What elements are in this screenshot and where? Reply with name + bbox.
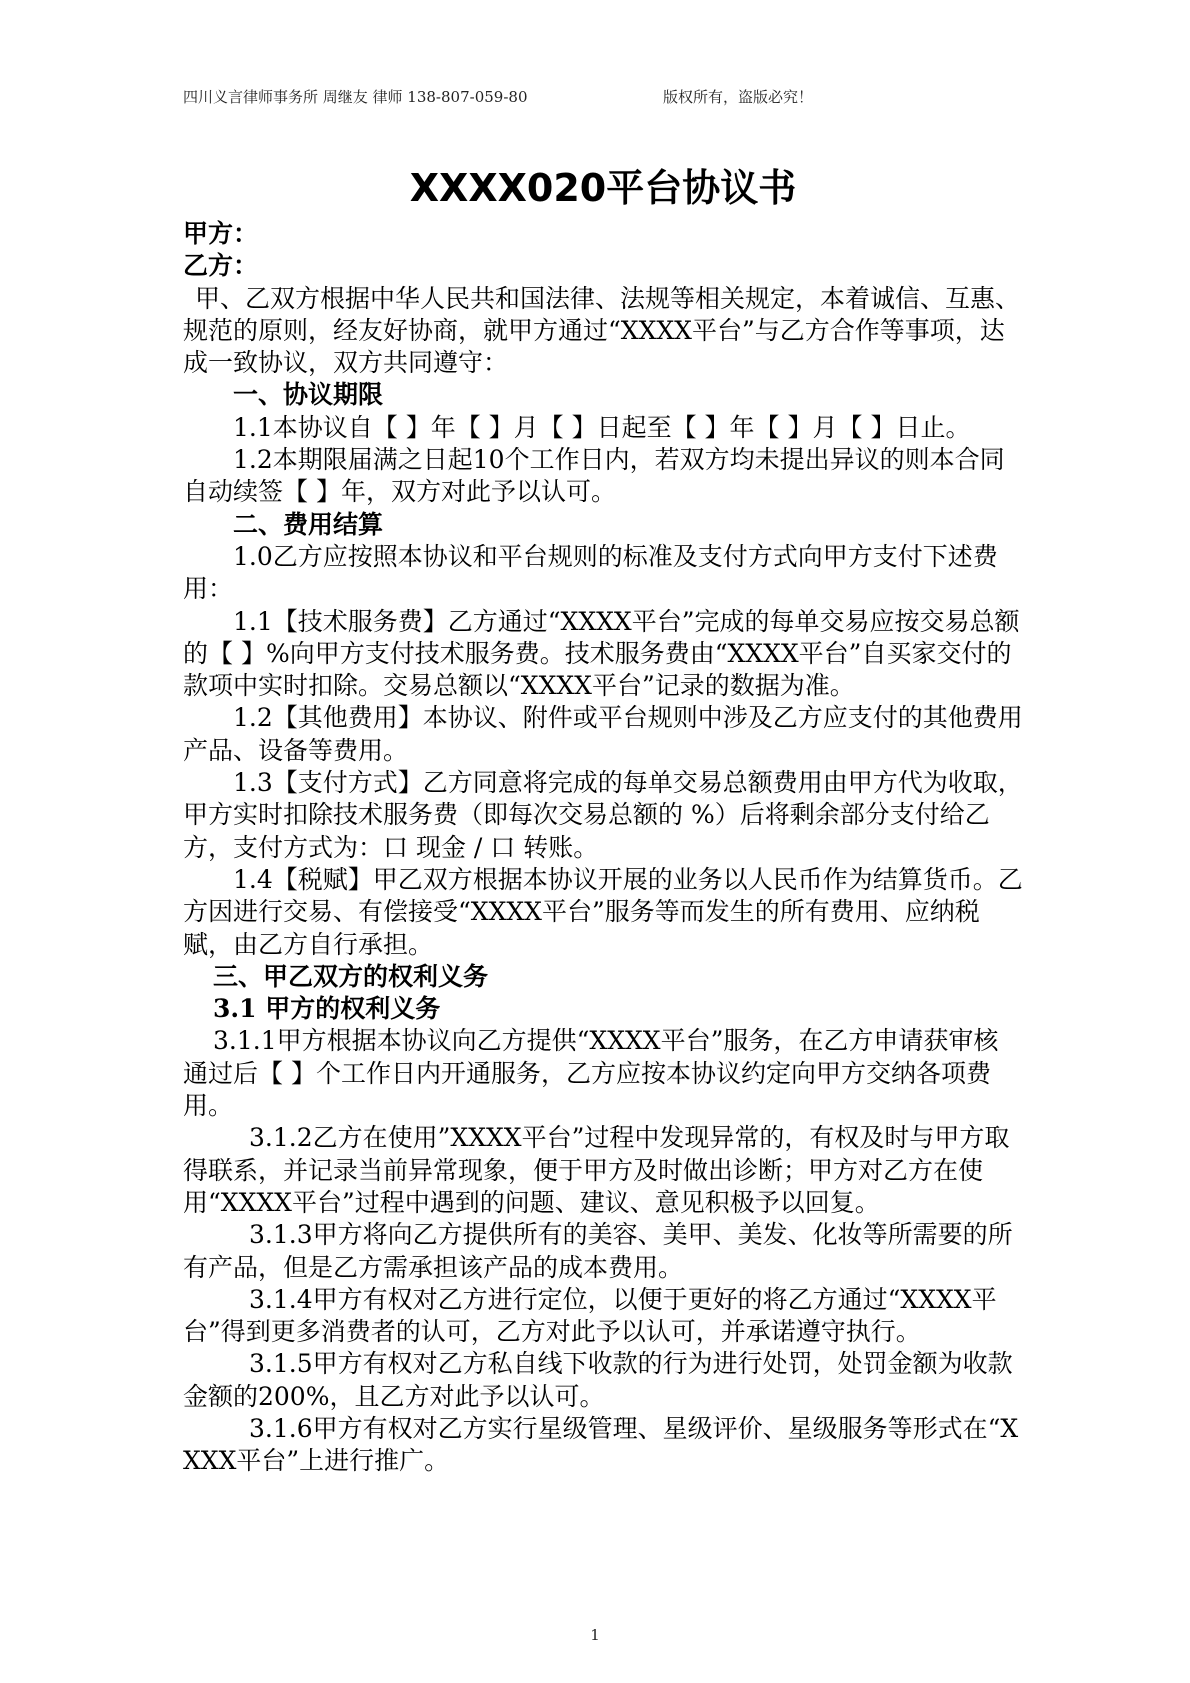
page-footer — [0, 1626, 1190, 1644]
document-title: XXXX020平台协议书 — [409, 166, 797, 210]
party-a-label: 甲方： — [183, 219, 259, 248]
party-b-label: 乙方： — [183, 251, 259, 281]
section-1-heading: 一、协议期限 — [233, 380, 384, 410]
header-copyright: 版权所有，盗版必究！ — [663, 88, 814, 106]
clause-2-2: 1.2【其他费用】本协议、附件或平台规则中涉及乙方应支付的其他费用产品、设备等费用。 — [183, 703, 1023, 765]
clause-3-1-5: 3.1.5甲方有权对乙方私自线下收款的行为进行处罚，处罚金额为收款金额的200%，且乙方对此予以认可。 — [183, 1349, 1013, 1411]
header-firm-contact: 四川义言律师事务所 周继友 律师 138-807-059-80 — [183, 88, 528, 106]
page-number: 1 — [590, 1626, 600, 1644]
section-3-heading: 三、甲乙双方的权利义务 — [213, 961, 489, 991]
page-header — [183, 86, 1023, 110]
clause-3-1-3: 3.1.3甲方将向乙方提供所有的美容、美甲、美发、化妆等所需要的所有产品，但是乙方需承担该产品的成本费用。 — [183, 1220, 1013, 1282]
intro-paragraph: 甲、乙双方根据中华人民共和国法律、法规等相关规定，本着诚信、互惠、规范的原则，经友好协商，就甲方通过“XXXX平台”与乙方合作等事项，达成一致协议，双方共同遵守： — [183, 283, 1021, 378]
clause-1-1: 1.1本协议自【 】年【 】月【 】日起至【 】年【 】月【 】日止。 — [233, 412, 971, 442]
clause-2-4: 1.4【税赋】甲乙双方根据本协议开展的业务以人民币作为结算货币。乙方因进行交易、有偿接受“XXXX平台”服务等而发生的所有费用、应纳税赋，由乙方自行承担。 — [183, 864, 1023, 959]
clause-3-1-6: 3.1.6甲方有权对乙方实行星级管理、星级评价、星级服务等形式在“XXXX平台”上进行推广。 — [183, 1413, 1019, 1476]
clause-1-2: 1.2本期限届满之日起10个工作日内，若双方均未提出异议的则本合同自动续签【 】年，双方对此予以认可。 — [183, 445, 1005, 507]
clause-3-1-1: 3.1.1甲方根据本协议向乙方提供“XXXX平台”服务，在乙方申请获审核通过后【 】个工作日内开通服务，乙方应按本协议约定向甲方交纳各项费用。 — [183, 1026, 999, 1121]
clause-2-0: 1.0乙方应按照本协议和平台规则的标准及支付方式向甲方支付下述费用： — [183, 541, 998, 604]
clause-2-3: 1.3【支付方式】乙方同意将完成的每单交易总额费用由甲方代为收取，甲方实时扣除技术服务费（即每次交易总额的 %）后将剩余部分支付给乙方，支付方式为：口 现金 / 口 转账。 — [183, 768, 1023, 862]
section-3-1-heading: 3.1 甲方的权利义务 — [213, 994, 441, 1024]
section-2-heading: 二、费用结算 — [233, 509, 384, 539]
document-body — [183, 218, 1023, 1478]
clause-3-1-2: 3.1.2乙方在使用”XXXX平台”过程中发现异常的，有权及时与甲方取得联系，并记录当前异常现象，便于甲方及时做出诊断；甲方对乙方在使用“XXXX平台”过程中遇到的问题、建议、意见积极予以回复。 — [183, 1123, 1010, 1217]
clause-3-1-4: 3.1.4甲方有权对乙方进行定位，以便于更好的将乙方通过“XXXX平台”得到更多消费者的认可，乙方对此予以认可，并承诺遵守执行。 — [183, 1284, 997, 1347]
clause-2-1: 1.1【技术服务费】乙方通过“XXXX平台”完成的每单交易应按交易总额的【 】%向甲方支付技术服务费。技术服务费由“XXXX平台”自买家交付的款项中实时扣除。交易总额以“XXXX平台”记录的数据为准。 — [183, 606, 1020, 701]
